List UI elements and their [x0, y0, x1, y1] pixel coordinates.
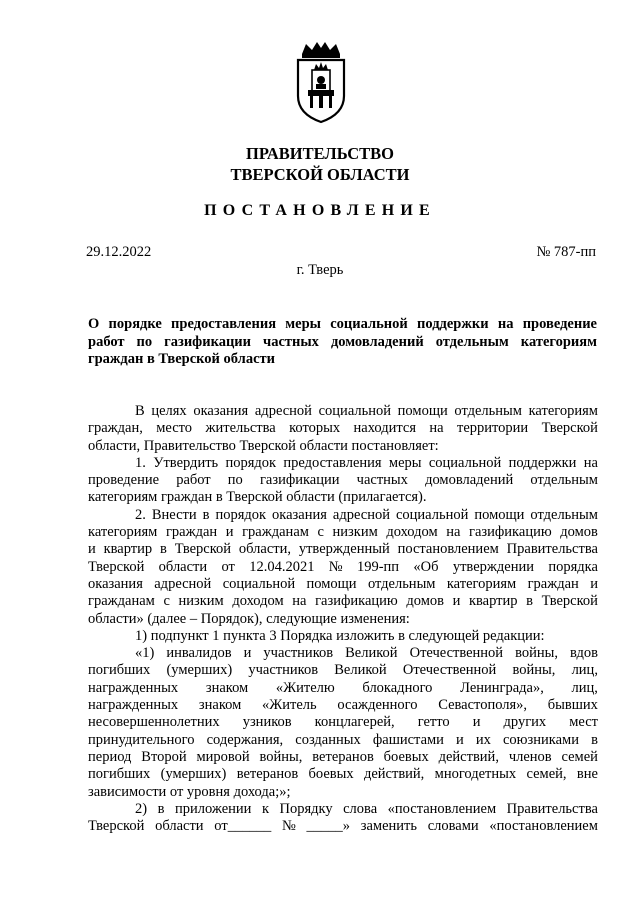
body-line: награжденных знаком «Житель осажденного Севастополя», бывших — [88, 697, 598, 714]
body-line: гражданам с низким доходом на газификацию домов и квартир в Тверской — [88, 593, 598, 610]
body-line: 1. Утвердить порядок предоставления меры социальной поддержки на — [135, 454, 598, 471]
body-line: Тверской области от 12.04.2021 № 199-пп «Об утверждении порядка — [88, 558, 598, 575]
body-line: категориям граждан в Тверской области (прилагается). — [88, 489, 427, 506]
body-line: 2. Внести в порядок оказания адресной социальной помощи отдельным — [135, 506, 598, 523]
document-body — [88, 403, 598, 835]
body-line: 1) подпункт 1 пункта 3 Порядка изложить в следующей редакции: — [135, 627, 545, 644]
body-line: области» (далее – Порядок), следующие изменения: — [88, 610, 410, 627]
document-title — [88, 316, 597, 369]
title-line: граждан в Тверской области — [88, 351, 275, 367]
body-line: категориям граждан и гражданам с низким доходом на газификацию домов — [88, 524, 598, 541]
body-line: граждан, место жительства которых находится на территории Тверской — [88, 420, 598, 437]
organization-name-line1: ПРАВИТЕЛЬСТВО — [246, 144, 394, 163]
body-line: период Второй мировой войны, ветеранов боевых действий, членов семей — [88, 748, 598, 765]
body-line: погибших (умерших) участников Великой Отечественной войны, лиц, — [88, 662, 598, 679]
tver-coat-of-arms-icon — [294, 40, 348, 124]
body-line: Тверской области от______ № _____» заменить словами «постановлением — [88, 818, 598, 835]
title-line: работ по газификации частных домовладений отдельным категориям — [88, 333, 597, 350]
document-type-heading: ПОСТАНОВЛЕНИЕ — [204, 202, 436, 219]
body-line: несовершеннолетних узников концлагерей, гетто и других мест — [88, 714, 598, 731]
body-line: и квартир в Тверской области, утвержденный постановлением Правительства — [88, 541, 598, 558]
body-line: оказания адресной социальной помощи отдельным категориям граждан и — [88, 575, 598, 592]
body-line: принудительного содержания, созданных фашистами и их союзниками в — [88, 731, 598, 748]
body-line: 2) в приложении к Порядку слова «постановлением Правительства — [135, 800, 598, 817]
body-line: проведение работ по газификации частных домовладений отдельным — [88, 472, 598, 489]
body-line: зависимости от уровня дохода;»; — [88, 783, 291, 800]
document-city: г. Тверь — [296, 262, 344, 278]
body-line: награжденных знаком «Жителю блокадного Ленинграда», лиц, — [88, 679, 598, 696]
body-line: области, Правительство Тверской области постановляет: — [88, 437, 439, 454]
document-date: 29.12.2022 — [86, 244, 152, 260]
body-line: «1) инвалидов и участников Великой Отечественной войны, вдов — [135, 645, 598, 662]
title-line: О порядке предоставления меры социальной поддержки на проведение — [88, 316, 597, 332]
document-number: № 787-пп — [536, 244, 596, 260]
body-line: погибших (умерших) ветеранов боевых действий, многодетных семей, вне — [88, 766, 598, 783]
organization-name-line2: ТВЕРСКОЙ ОБЛАСТИ — [230, 165, 410, 184]
body-line: В целях оказания адресной социальной помощи отдельным категориям — [135, 403, 598, 419]
